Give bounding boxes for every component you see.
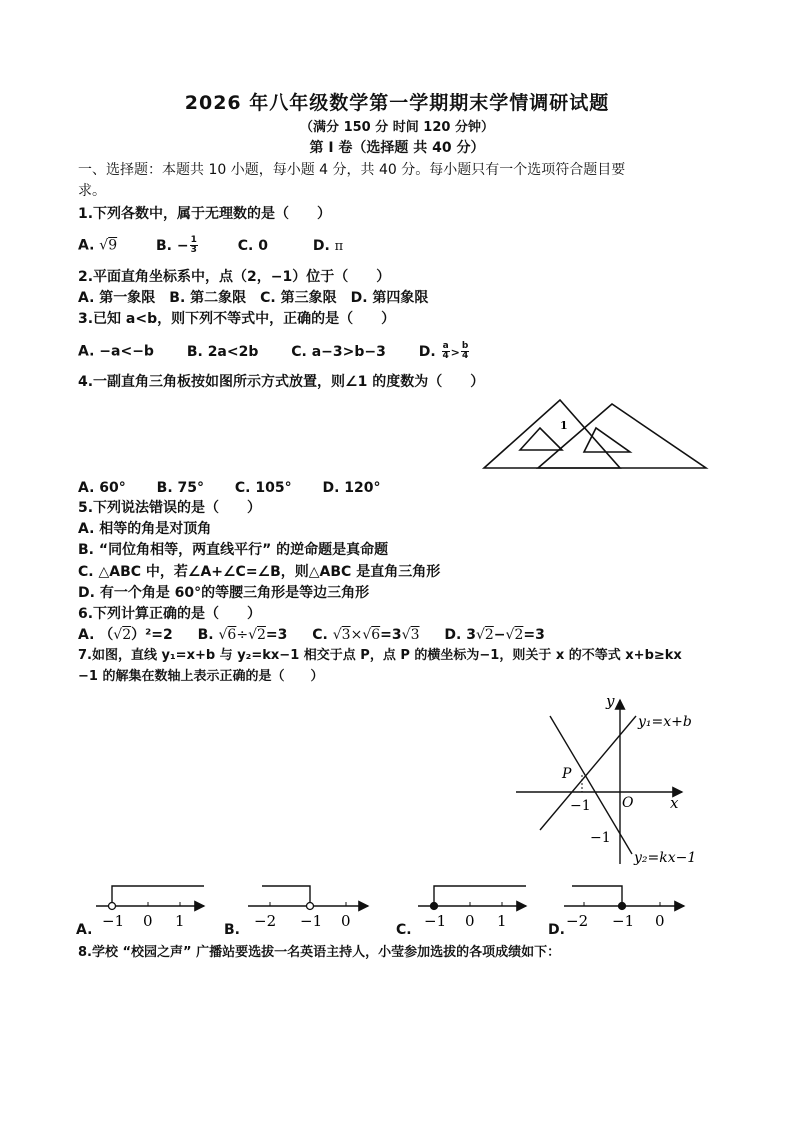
q8-stem: 8.学校 “校园之声” 广播站要选拔一名英语主持人，小莹参加选拔的各项成绩如下： [78, 945, 561, 960]
q3-stem: 3.已知 a<b，则下列不等式中，正确的是（ ） [78, 311, 396, 327]
tick: 0 [465, 912, 475, 930]
q5-option-d[interactable]: D. 有一个角是 60°的等腰三角形是等边三角形 [78, 585, 370, 601]
q7-coordinate-graph [510, 692, 720, 872]
q7-option-b-label[interactable]: B. [224, 922, 240, 938]
q3-options [78, 342, 470, 362]
tick: 0 [143, 912, 153, 930]
q4-stem: 4.一副直角三角板按如图所示方式放置，则∠1 的度数为（ ） [78, 374, 485, 390]
q5-stem: 5.下列说法错误的是（ ） [78, 500, 262, 516]
tick: −1 [102, 912, 125, 930]
tick: 1 [497, 912, 507, 930]
q7-stem-line1: 7.如图，直线 y₁=x+b 与 y₂=kx−1 相交于点 P，点 P 的横坐标为−1，则关于 x 的不等式 x+b≥kx [78, 648, 682, 663]
triangle-large-left [484, 400, 620, 468]
q3-option-c[interactable]: C. a−3>b−3 [291, 343, 386, 360]
line-y2-label: y₂=kx−1 [634, 850, 697, 866]
q7-numberline-d[interactable] [560, 882, 692, 930]
tick: −2 [566, 912, 589, 930]
q6-stem: 6.下列计算正确的是（ ） [78, 606, 262, 622]
q3-option-d[interactable]: D. $\frac{a}{4}$ > $\frac{b}{4}$ [418, 341, 469, 361]
q1-b-fraction: $\frac{1}{3}$ [190, 235, 197, 255]
q7-option-c-label[interactable]: C. [396, 922, 412, 938]
q6-option-a[interactable]: A. （√2）²=2 [78, 627, 173, 643]
q1-stem: 1.下列各数中，属于无理数的是（ ） [78, 206, 332, 222]
q6-options [78, 626, 545, 644]
q2-options[interactable]: A. 第一象限 B. 第二象限 C. 第三象限 D. 第四象限 [78, 290, 429, 306]
q1-a-radicand: 9 [108, 237, 118, 254]
q7-stem-line2: −1 的解集在数轴上表示正确的是（ ） [78, 669, 324, 684]
y-axis-label: y [606, 692, 615, 710]
x-tick-label: −1 [570, 798, 591, 814]
q4-options [78, 479, 381, 497]
section-intro-line1: 一、选择题：本题共 10 小题，每小题 4 分，共 40 分。每小题只有一个选项符合题目要 [78, 162, 626, 178]
tick: −1 [300, 912, 323, 930]
q3-option-a[interactable]: A. −a<−b [78, 343, 154, 360]
part-title: 第 Ⅰ 卷（选择题 共 40 分） [309, 140, 485, 156]
exam-title: 2026 年八年级数学第一学期期末学情调研试题 [184, 92, 610, 114]
tick: −1 [424, 912, 447, 930]
q2-stem: 2.平面直角坐标系中，点（2，−1）位于（ ） [78, 269, 391, 285]
q7-numberline-c[interactable] [414, 882, 534, 930]
triangle-inner-left [520, 428, 562, 450]
triangle-inner-right [584, 428, 630, 452]
q1-option-a[interactable]: A. √9 [78, 237, 118, 254]
q1-option-b[interactable]: B. − $\frac{1}{3}$ [156, 235, 197, 255]
q5-option-a[interactable]: A. 相等的角是对顶角 [78, 521, 212, 537]
q4-option-b[interactable]: B. 75° [156, 480, 205, 496]
tick: 0 [341, 912, 351, 930]
q7-option-d-label[interactable]: D. [548, 922, 565, 938]
q6-option-c[interactable]: C. √3×√6=3√3 [312, 627, 420, 643]
origin-label: O [622, 795, 634, 811]
line-y1-label: y₁=x+b [638, 714, 692, 730]
q4-option-c[interactable]: C. 105° [234, 480, 292, 496]
q7-numberline-b[interactable] [244, 882, 376, 930]
triangle-large-right [538, 404, 706, 468]
q3-option-b[interactable]: B. 2a<2b [186, 343, 259, 360]
q7-numberline-a[interactable] [92, 882, 212, 930]
section-intro-line2: 求。 [78, 183, 106, 199]
q4-option-a[interactable]: A. 60° [78, 480, 126, 496]
q5-option-c[interactable]: C. △ABC 中，若∠A+∠C=∠B，则△ABC 是直角三角形 [78, 564, 441, 580]
q4-option-d[interactable]: D. 120° [322, 480, 381, 496]
q5-option-b[interactable]: B. “同位角相等，两直线平行” 的逆命题是真命题 [78, 542, 389, 558]
q1-option-c[interactable]: C. 0 [237, 237, 268, 254]
score-time-line: （满分 150 分 时间 120 分钟） [300, 120, 494, 135]
y-tick-label: −1 [590, 830, 611, 846]
angle-1-label: 1 [560, 419, 568, 432]
tick: −2 [254, 912, 277, 930]
q7-option-a-label[interactable]: A. [76, 922, 93, 938]
tick: −1 [612, 912, 635, 930]
q6-option-b[interactable]: B. √6÷√2=3 [197, 627, 288, 643]
x-axis-label: x [670, 794, 679, 812]
q1-option-d[interactable]: D. π [312, 237, 344, 254]
tick: 0 [655, 912, 665, 930]
triangle-set-figure [480, 396, 712, 472]
tick: 1 [175, 912, 185, 930]
point-p-label: P [562, 766, 572, 782]
q1-options [78, 236, 343, 256]
q6-option-d[interactable]: D. 3√2−√2=3 [444, 627, 545, 643]
